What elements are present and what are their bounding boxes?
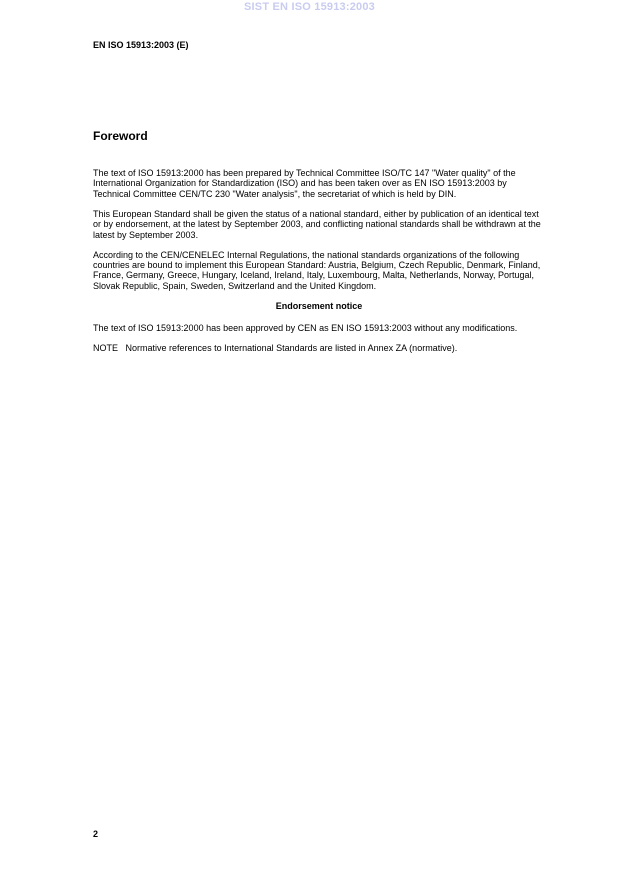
endorsement-heading: Endorsement notice	[275, 300, 363, 311]
foreword-paragraph-3: According to the CEN/CENELEC Internal Regulations, the national standards organizations of the following countries are bound to implement this European Standard: Austria, Belgium, Czech Republic, Denmark, Finland, France, Germany, Greece, Hungary, Iceland, Ireland, Italy, Luxembourg, Malta, Netherlands, Norway, Portugal, Slovak Republic, Spain, Sweden, Switzerland and the United Kingdom.	[93, 249, 541, 291]
foreword-body	[93, 168, 545, 363]
endorsement-text: The text of ISO 15913:2000 has been approved by CEN as EN ISO 15913:2003 without any modifications.	[93, 323, 518, 334]
note-label: NOTE	[93, 343, 119, 354]
watermark: SIST EN ISO 15913:2003	[244, 1, 375, 13]
foreword-paragraph-2: This European Standard shall be given the status of a national standard, either by publication of an identical text or by endorsement, at the latest by September 2003, and conflicting national standards shall be withdrawn at the latest by September 2003.	[93, 208, 541, 240]
document-id-header: EN ISO 15913:2003 (E)	[93, 40, 189, 50]
foreword-paragraph-1: The text of ISO 15913:2000 has been prepared by Technical Committee ISO/TC 147 "Water quality" of the International Organization for Standardization (ISO) and has been taken over as EN ISO 15913:2003 by Technical Committee CEN/TC 230 "Water analysis", the secretariat of which is held by DIN.	[93, 168, 516, 199]
note-text: Normative references to International Standards are listed in Annex ZA (normative).	[125, 343, 458, 354]
page-title: Foreword	[93, 129, 148, 143]
page-number: 2	[93, 829, 99, 839]
note-paragraph	[93, 343, 545, 353]
